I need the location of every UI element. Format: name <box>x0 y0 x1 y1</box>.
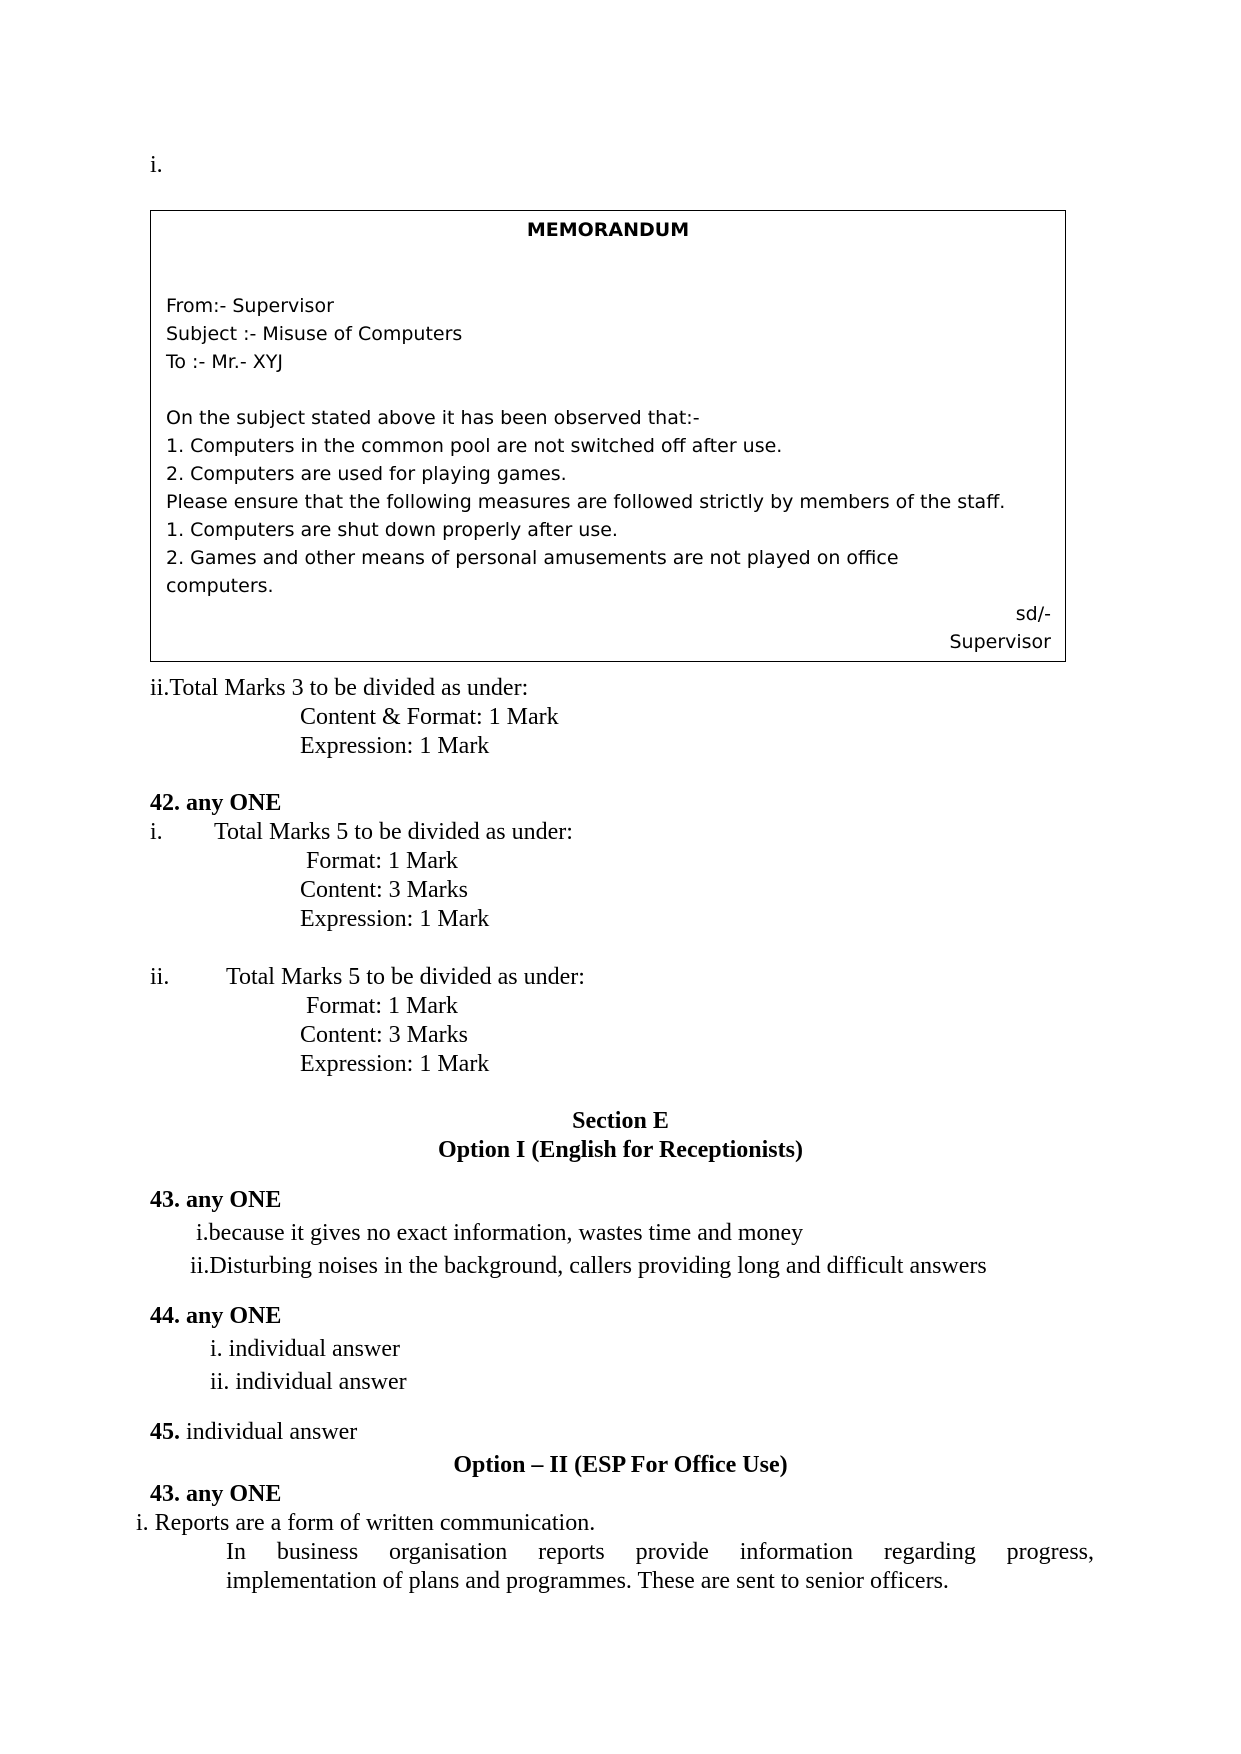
question-45 <box>150 1418 357 1447</box>
marks-item: Content & Format: 1 Mark <box>300 704 559 730</box>
question-number: 43. any ONE <box>150 1481 282 1507</box>
memo-signoff: sd/- <box>1015 603 1051 625</box>
marks-item: Format: 1 Mark <box>306 993 458 1019</box>
question-number: 43. any ONE <box>150 1187 282 1213</box>
section-title: Section E <box>572 1108 669 1134</box>
answer-line: i. Reports are a form of written communication. <box>136 1510 596 1536</box>
marks-heading: Total Marks 5 to be divided as under: <box>226 964 585 990</box>
memo-title: MEMORANDUM <box>526 219 690 241</box>
marks-item: Expression: 1 Mark <box>300 1051 490 1077</box>
marks-heading: ii.Total Marks 3 to be divided as under: <box>150 675 529 701</box>
marks-item: Expression: 1 Mark <box>300 733 490 759</box>
question-number: 45. <box>150 1419 180 1445</box>
part-marker: i. <box>150 819 163 845</box>
marks-item: Format: 1 Mark <box>306 848 458 874</box>
part-marker: ii. <box>150 964 170 990</box>
memo-observation: 2. Computers are used for playing games. <box>166 463 567 485</box>
memo-measure: 1. Computers are shut down properly after use. <box>166 519 618 541</box>
option-title: Option – II (ESP For Office Use) <box>453 1452 788 1478</box>
memo-instruction: Please ensure that the following measures are followed strictly by members of the staff. <box>166 491 1006 513</box>
question-number: 44. any ONE <box>150 1303 282 1329</box>
marks-heading: Total Marks 5 to be divided as under: <box>214 819 573 845</box>
memo-signature: Supervisor <box>949 631 1051 653</box>
answer-line: ii.Disturbing noises in the background, callers providing long and difficult answers <box>190 1253 987 1279</box>
answer-line: individual answer <box>186 1419 358 1445</box>
marks-item: Content: 3 Marks <box>300 877 468 903</box>
memo-to: To :- Mr.- XYJ <box>166 351 283 373</box>
memo-from: From:- Supervisor <box>166 295 334 317</box>
memorandum-box <box>150 210 1066 662</box>
memo-intro: On the subject stated above it has been observed that:- <box>166 407 700 429</box>
answer-line: i.because it gives no exact information, wastes time and money <box>196 1220 804 1246</box>
question-number: 42. any ONE <box>150 790 282 816</box>
answer-line: i. individual answer <box>210 1336 400 1362</box>
question-marker: i. <box>150 152 163 178</box>
marks-item: Content: 3 Marks <box>300 1022 468 1048</box>
memo-subject: Subject :- Misuse of Computers <box>166 323 463 345</box>
memo-measure: computers. <box>166 575 274 597</box>
memo-measure: 2. Games and other means of personal amusements are not played on office <box>166 547 899 569</box>
memo-observation: 1. Computers in the common pool are not switched off after use. <box>166 435 783 457</box>
marks-item: Expression: 1 Mark <box>300 906 490 932</box>
paragraph-line: In business organisation reports provide information regarding progress, <box>226 1539 1094 1565</box>
answer-line: ii. individual answer <box>210 1369 407 1395</box>
paragraph-line: implementation of plans and programmes. These are sent to senior officers. <box>226 1568 949 1594</box>
option-title: Option I (English for Receptionists) <box>438 1137 803 1163</box>
